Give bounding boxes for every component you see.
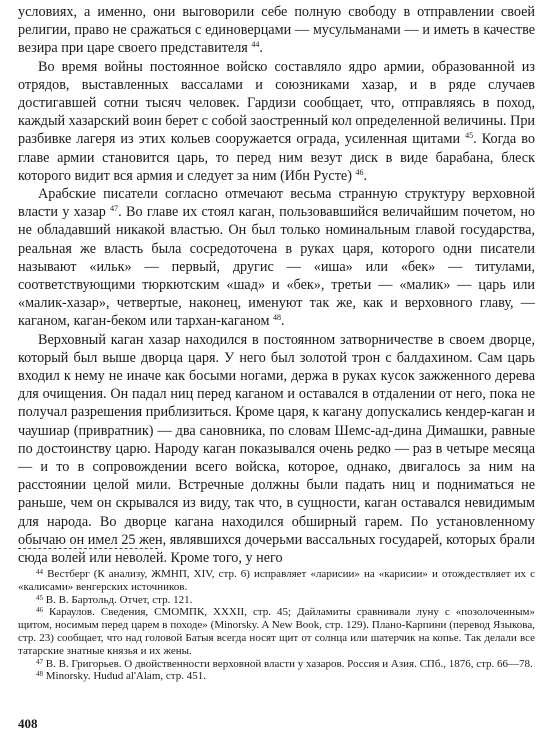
footnote-48 — [18, 670, 535, 683]
paragraph-text: Во время войны постоянное войско составляло ядро армии, образованной из отрядов, выставленных вассалами и союзниками хазар, и в ряде случаев достигавшей сотни тысяч человек. Гардизи сообщает, что, отправляясь в поход, каждый хазарский воин берет с собой заостренный кол определенной величины. При разбивке лагеря из этих кольев сооружается ограда, усиленная щитами — [18, 58, 536, 148]
footnote-ref: 48 — [272, 313, 281, 323]
page-number: 408 — [18, 716, 38, 731]
paragraph-text: Верховный каган хазар находился в постоянном затворничестве в своем дворце, который был выше дворца царя. У него был золотой трон с балдахином. Сам царь входил к нему не иначе как босыми ногами, держа в руках кусок зажженного дерева для очищения. Он падал ниц перед каганом и оставался в отдалении от него, пока не получал разрешения приблизиться. Кроме царя, к кагану допускались кендер-каган и чаушиар (привратник) — два сановника, по словам Шемс-ад-дина Димашки, равные по достоинству царю. Народу каган показывался очень редко — раз в четыре месяца — и то в сопровождении всего войска, которое, однако, двигалось за ним на расстоянии целой мили. Встречные должны были падать ниц и подниматься не раньше, чем он скрывался из виду, так что, в сущности, каган оставался невидимым для народа. Во дворце кагана находился обширный гарем. По установленному обычаю он имел 25 жен, являвшихся дочерьми вассальных государей, которых брали сюда волей или неволей. Кроме того, у него — [18, 331, 535, 567]
footnote-ref: 45 — [465, 131, 474, 141]
footnote-divider — [18, 548, 158, 549]
footnote-47 — [18, 658, 535, 671]
paragraph-text: условиях, а именно, они выговорили себе полную свободу в отправлении своей религии, право не сражаться с единоверцами — мусульманами — и иметь в качестве везира при царе своего представителя — [18, 4, 535, 57]
footnote-text: Minorsky. Hudud al'Alam, стр. 451. — [45, 670, 206, 683]
footnote-text: Вестберг (К анализу, ЖМНП, XIV, стр. 6) исправляет «ларисии» на «карисии» и отождествляет их с «калисами» венгерских источников. — [18, 568, 535, 593]
footnote-number: 46 — [36, 606, 43, 615]
footnote-ref: 44 — [251, 40, 260, 50]
footnote-44 — [18, 568, 535, 594]
footnote-number: 48 — [36, 670, 43, 679]
footnotes — [18, 568, 535, 683]
footnote-text: В. В. Григорьев. О двойственности верховной власти у хазаров. Россия и Азия. СПб., 1876, стр. 66—78. — [45, 657, 533, 670]
footnote-number: 45 — [36, 593, 43, 602]
footnote-number: 44 — [36, 568, 43, 576]
paragraph-3: Арабские писатели согласно отмечают весьма странную структуру верховной власти у хазар $^{47}$. Во главе их стоял каган, пользовавшийся величайшим почетом, но не обладавший никакой властью. Он был только номинальным главой государства, реальная же власть была сосредоточена в руках царя, которого одни писатели называют «ильк» — первый, другис — «иша» или «бек» — титулами, соответствующими тюркютским «шад» и «бек», третьи — «малик» — царь или «малик-хазар», четвертые, наконец, именуют так же, как и верховного главу, — каганом, каган-беком или тархан-каганом $^{48}$. — [18, 186, 535, 330]
footnote-ref: 46 — [355, 167, 364, 177]
paragraph-2: Во время войны постоянное войско составляло ядро армии, образованной из отрядов, выставленных вассалами и союзниками хазар, и в ряде случаев достигавшей сотни тысяч человек. Гардизи сообщает, что, отправляясь в поход, каждый хазарский воин берет с собой заостренный кол определенной величины. При разбивке лагеря из этих кольев сооружается ограда, усиленная щитами $^{45}$. Когда во главе армии становится царь, то перед ним везут диск в виде барабана, блеск которого видит вся армия и следует за ним (Ибн Русте) $^{46}$. — [18, 58, 536, 184]
footnote-number: 47 — [36, 657, 43, 666]
footnote-46 — [18, 606, 535, 657]
paragraph-4 — [18, 331, 535, 568]
paragraph-text: Арабские писатели согласно отмечают весьма странную структуру верховной власти у хазар — [18, 186, 535, 221]
footnote-text: Караулов. Сведения, СМОМПК, XXXII, стр. 45; Дайламиты сравнивали луну с «позолоченным» щитом, носимым перед царем в походе» (Minorsky. A New Book, стр. 129). Плано-Карпини (перевод Языкова, стр. 23) сообщает, что над головой Батыя всегда носят щит от солнца или шатерчик на копье. Так делали все татарские знатные князья и их жены. — [18, 606, 536, 657]
footnote-ref: 47 — [110, 204, 119, 214]
footnote-45 — [18, 594, 535, 607]
footnote-text: В. В. Бартольд. Отчет, стр. 121. — [45, 593, 193, 606]
paragraph-text: . Во главе их стоял каган, пользовавшийся величайшим почетом, но не обладавший никакой властью. Он был только номинальным главой государства, реальная же власть была сосредоточена в руках царя, которого одни писатели называют «ильк» — первый, другис — «иша» или «бек» — титулами, соответствующими тюркютским «шад» и «бек», третьи — «малик» — царь или «малик-хазар», четвертые, наконец, именуют так же, как и верховного главу, — каганом, каган-беком или тархан-каганом — [18, 204, 535, 330]
paragraph-1: условиях, а именно, они выговорили себе полную свободу в отправлении своей религии, право не сражаться с единоверцами — мусульманами — и иметь в качестве везира при царе своего представителя $^{44}$. — [18, 4, 535, 57]
main-text — [18, 3, 535, 567]
paragraph-text: . Когда во главе армии становится царь, то перед ним везут диск в виде барабана, блеск которого видит вся армия и следует за ним (Ибн Русте) — [18, 131, 535, 184]
